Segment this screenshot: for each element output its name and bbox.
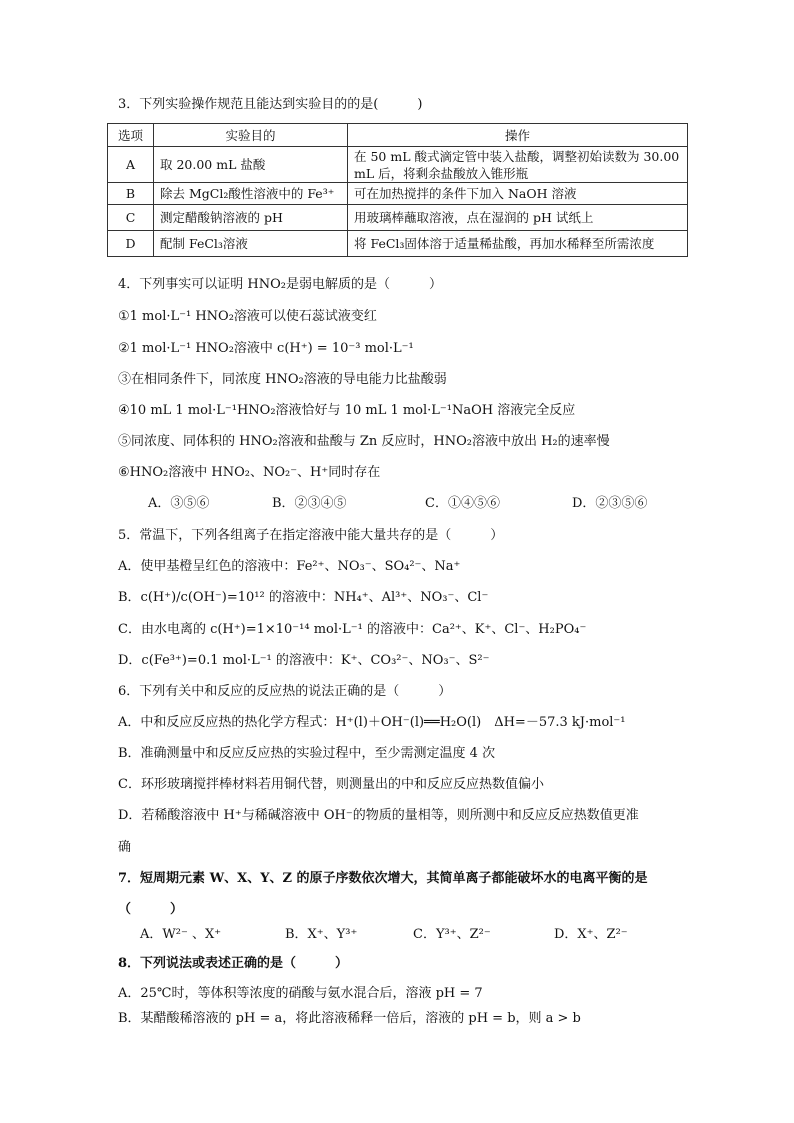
q5-option-b: B．c(H⁺)/c(OH⁻)=10¹² 的溶液中：NH₄⁺、Al³⁺、NO₃⁻、Cl⁻	[118, 590, 489, 605]
q6-option-a: A．中和反应反应热的热化学方程式：H⁺(l)＋OH⁻(l)══H₂O(l) ΔH=－57.3 kJ·mol⁻¹	[118, 715, 626, 730]
q6-option-c: C．环形玻璃搅拌棒材料若用铜代替，则测量出的中和反应反应热数值偏小	[118, 777, 544, 792]
header-operation: 操作	[348, 124, 688, 147]
q4-stem: 4．下列事实可以证明 HNO₂是弱电解质的是（ ）	[118, 277, 442, 292]
table-header-row	[108, 124, 688, 147]
q6-option-d: D．若稀酸溶液中 H⁺与稀碱溶液中 OH⁻的物质的量相等，则所测中和反应反应热数值更准	[118, 808, 639, 823]
q7-option-d: D．X⁺、Z²⁻	[554, 927, 628, 942]
q4-option-c: C．①④⑤⑥	[425, 496, 500, 511]
q4-option-b: B．②③④⑤	[272, 496, 347, 511]
table-row	[108, 147, 688, 183]
row-operation: 可在加热搅拌的条件下加入 NaOH 溶液	[348, 183, 688, 205]
q7-stem: 7．短周期元素 W、X、Y、Z 的原子序数依次增大，其简单离子都能破坏水的电离平衡的是	[118, 871, 648, 886]
q3-stem: 3．下列实验操作规范且能达到实验目的的是( )	[118, 97, 423, 112]
row-option: B	[108, 183, 154, 205]
q6-option-d-cont: 确	[118, 840, 132, 855]
q4-item-3: ③在相同条件下，同浓度 HNO₂溶液的导电能力比盐酸弱	[118, 372, 447, 387]
q4-option-d: D．②③⑤⑥	[572, 496, 648, 511]
q8-option-b: B．某醋酸稀溶液的 pH = a，将此溶液稀释一倍后，溶液的 pH = b，则 a > b	[118, 1011, 581, 1026]
q7-option-c: C．Y³⁺、Z²⁻	[413, 927, 491, 942]
q7-option-b: B．X⁺、Y³⁺	[285, 927, 358, 942]
row-purpose: 测定醋酸钠溶液的 pH	[154, 205, 348, 231]
row-purpose: 配制 FeCl₃溶液	[154, 231, 348, 257]
row-purpose: 除去 MgCl₂酸性溶液中的 Fe³⁺	[154, 183, 348, 205]
row-operation: 用玻璃棒蘸取溶液，点在湿润的 pH 试纸上	[348, 205, 688, 231]
q4-item-2: ②1 mol·L⁻¹ HNO₂溶液中 c(H⁺) = 10⁻³ mol·L⁻¹	[118, 341, 414, 356]
row-option: C	[108, 205, 154, 231]
q5-option-d: D．c(Fe³⁺)=0.1 mol·L⁻¹ 的溶液中：K⁺、CO₃²⁻、NO₃⁻、S²⁻	[118, 653, 490, 668]
header-option: 选项	[108, 124, 154, 147]
q3-table	[107, 123, 688, 257]
q8-stem: 8．下列说法或表述正确的是（ ）	[118, 956, 349, 971]
table-row	[108, 205, 688, 231]
row-option: A	[108, 147, 154, 183]
q5-stem: 5．常温下，下列各组离子在指定溶液中能大量共存的是（ ）	[118, 528, 504, 543]
table-row	[108, 231, 688, 257]
q7-stem-paren: （ ）	[118, 902, 184, 917]
q6-stem: 6．下列有关中和反应的反应热的说法正确的是（ ）	[118, 684, 452, 699]
table-row	[108, 183, 688, 205]
q4-item-1: ①1 mol·L⁻¹ HNO₂溶液可以使石蕊试液变红	[118, 309, 377, 324]
q6-option-b: B．准确测量中和反应反应热的实验过程中，至少需测定温度 4 次	[118, 746, 496, 761]
q8-option-a: A．25℃时，等体积等浓度的硝酸与氨水混合后，溶液 pH = 7	[118, 986, 483, 1001]
q4-item-5: ⑤同浓度、同体积的 HNO₂溶液和盐酸与 Zn 反应时，HNO₂溶液中放出 H₂的速率慢	[118, 434, 610, 449]
q4-item-4: ④10 mL 1 mol·L⁻¹HNO₂溶液恰好与 10 mL 1 mol·L⁻¹NaOH 溶液完全反应	[118, 403, 576, 418]
row-operation: 将 FeCl₃固体溶于适量稀盐酸，再加水稀释至所需浓度	[348, 231, 688, 257]
q5-option-c: C．由水电离的 c(H⁺)=1×10⁻¹⁴ mol·L⁻¹ 的溶液中：Ca²⁺、K⁺、Cl⁻、H₂PO₄⁻	[118, 622, 587, 637]
q5-option-a: A．使甲基橙呈红色的溶液中：Fe²⁺、NO₃⁻、SO₄²⁻、Na⁺	[118, 559, 461, 574]
row-operation: 在 50 mL 酸式滴定管中装入盐酸，调整初始读数为 30.00 mL 后，将剩余盐酸放入锥形瓶	[348, 147, 688, 183]
q4-option-a: A．③⑤⑥	[148, 496, 210, 511]
header-purpose: 实验目的	[154, 124, 348, 147]
q7-option-a: A．W²⁻ 、X⁺	[140, 927, 222, 942]
q4-item-6: ⑥HNO₂溶液中 HNO₂、NO₂⁻、H⁺同时存在	[118, 465, 381, 480]
row-option: D	[108, 231, 154, 257]
row-purpose: 取 20.00 mL 盐酸	[154, 147, 348, 183]
